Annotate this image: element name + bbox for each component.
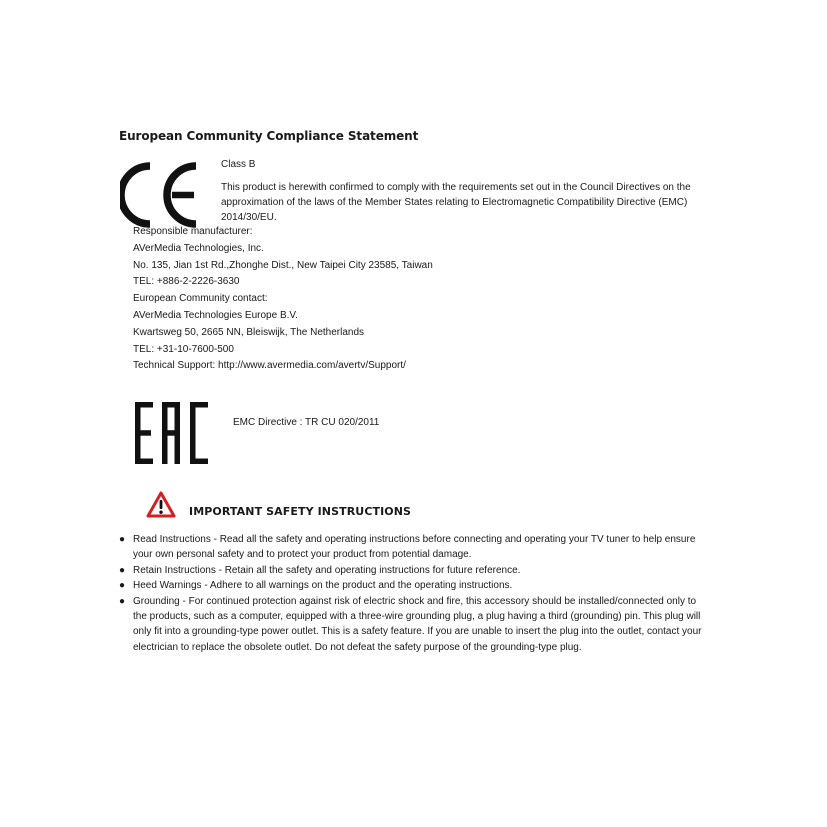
contact-line: AVerMedia Technologies Europe B.V. [133, 309, 298, 321]
safety-title: IMPORTANT SAFETY INSTRUCTIONS [189, 505, 412, 518]
bullet-icon: ● [119, 534, 126, 545]
safety-item [119, 532, 709, 563]
safety-item [119, 578, 709, 593]
contact-line: AVerMedia Technologies, Inc. [133, 242, 264, 254]
contact-line: Responsible manufacturer: [133, 226, 253, 237]
warning-triangle-icon [146, 491, 176, 518]
emc-directive: EMC Directive : TR CU 020/2011 [233, 417, 380, 428]
class-label: Class B [221, 159, 256, 170]
compliance-heading: European Community Compliance Statement [119, 129, 419, 143]
contact-list [133, 224, 433, 375]
eac-mark-logo [135, 402, 208, 464]
compliance-statement: This product is herewith confirmed to comply with the requirements set out in the Council Directives on the approximation of the laws of the Member States relating to Electromagnetic Compatibility Directive (EMC) 2014/30/EU. [221, 182, 691, 223]
bullet-icon: ● [119, 595, 126, 607]
safety-item-text: Read Instructions - Read all the safety and operating instructions before connecting and operating your TV tuner to help ensure your own personal safety and to protect your product from potential damage. [133, 534, 696, 561]
support-link[interactable]: Technical Support: http://www.avermedia.com/avertv/Support/ [133, 360, 406, 372]
contact-line: European Community contact: [133, 293, 268, 305]
safety-item-text: Retain Instructions - Retain all the safety and operating instructions for future reference. [133, 564, 521, 576]
bullet-icon: ● [119, 580, 126, 592]
contact-line: TEL: +886-2-2226-3630 [133, 276, 240, 288]
ce-mark-logo [120, 162, 200, 228]
safety-item-text: Grounding - For continued protection against risk of electric shock and fire, this accessory should be installed/connected only to the products, such as a computer, equipped with a three-wire grounding plug, a plug having a third (grounding) pin. This plug will only fit into a grounding-type power outlet. This is a safety feature. If you are unable to insert the plug into the outlet, contact your electrician to replace the obsolete outlet. Do not defeat the safety purpose of the grounding-type plug. [133, 595, 702, 653]
contact-line: Kwartsweg 50, 2665 NN, Bleiswijk, The Netherlands [133, 326, 365, 338]
safety-item [119, 594, 709, 656]
safety-item [119, 563, 709, 578]
contact-line: No. 135, Jian 1st Rd.,Zhonghe Dist., New Taipei City 23585, Taiwan [133, 259, 433, 271]
bullet-icon: ● [119, 564, 126, 576]
contact-line: TEL: +31-10-7600-500 [133, 343, 234, 355]
safety-instructions-list [119, 532, 709, 655]
safety-item-text: Heed Warnings - Adhere to all warnings on the product and the operating instructions. [133, 580, 513, 592]
